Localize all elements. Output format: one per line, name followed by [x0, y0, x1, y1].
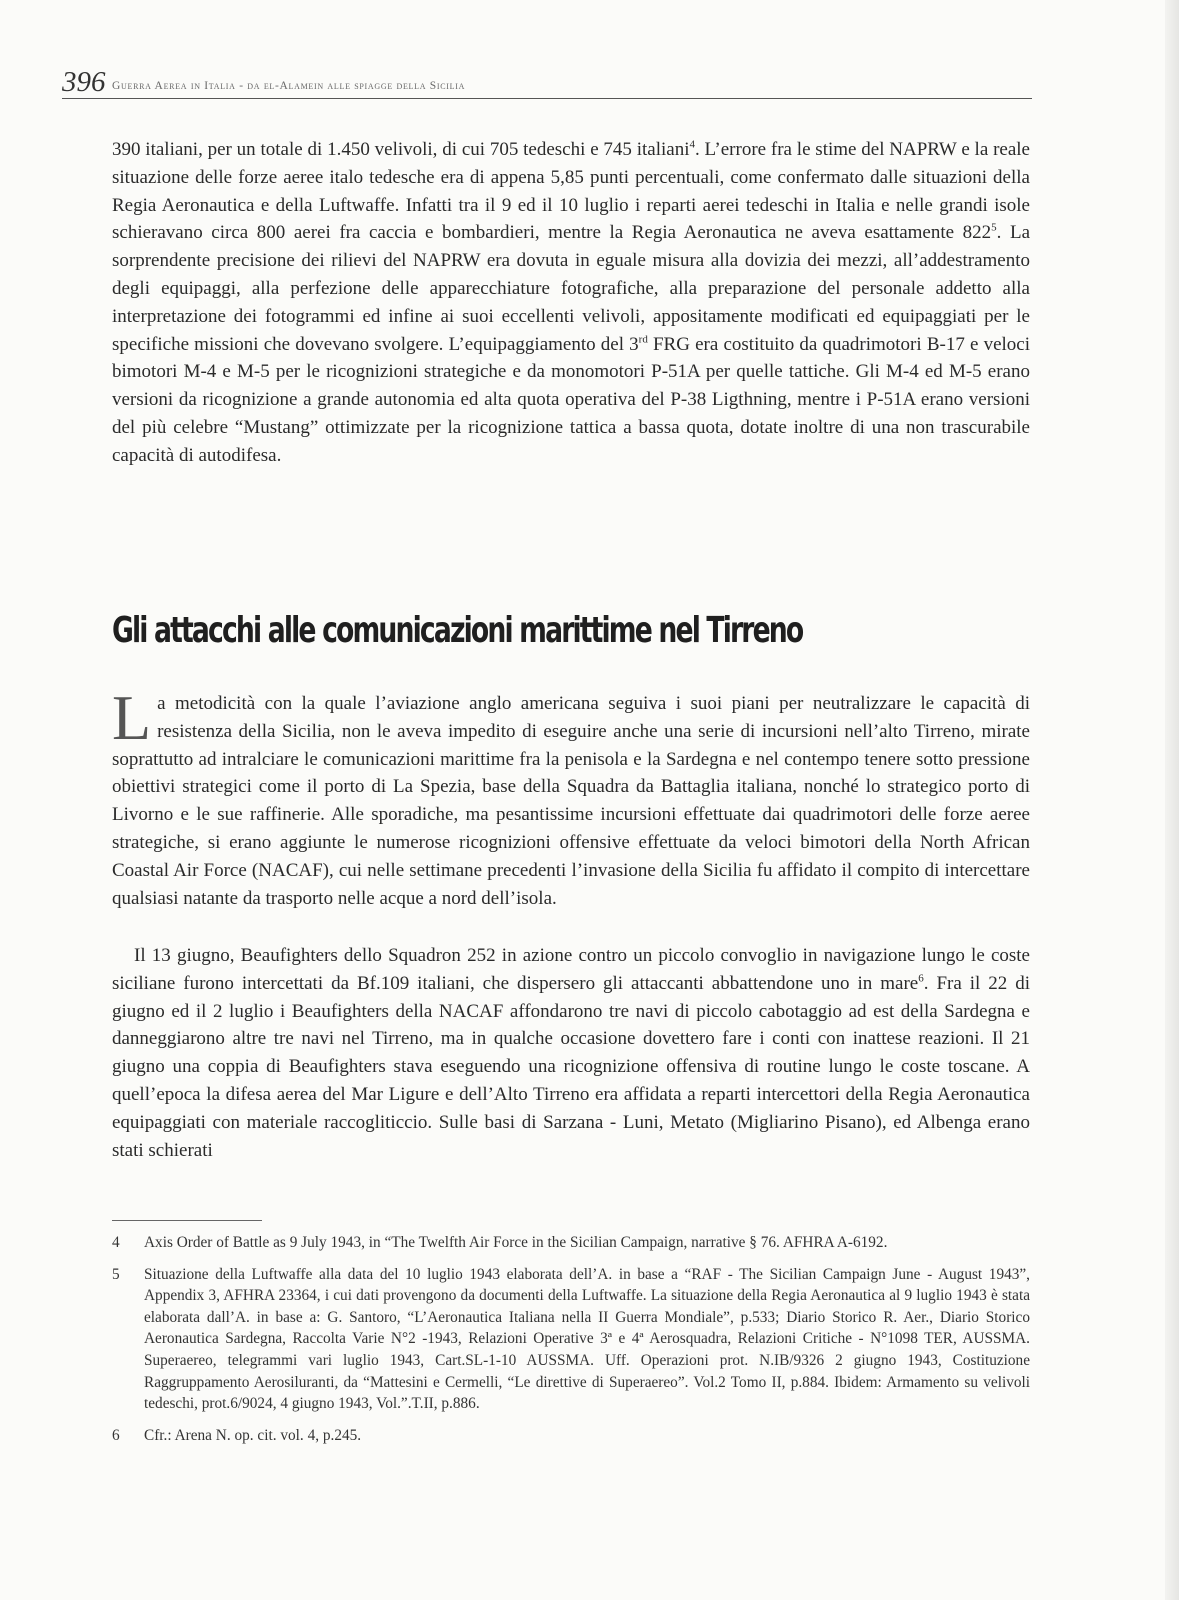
- paragraph-2: [112, 682, 1030, 912]
- section-title: Gli attacchi alle comunicazioni marittime nel Tirreno: [112, 610, 803, 651]
- footnote: [112, 1264, 1030, 1415]
- paragraph-1-text-c: . La sorprendente precisione dei rilievi del NAPRW era dovuta in eguale misura alla dovizia dei mezzi, all’addestramento degli equipaggi, alla perfezione delle apparecchiature fotografiche, alla preparazione del personale addetto alla interpretazione dei fotogrammi ed infine ai suoi eccellenti velivoli, appositamente modificati ed equipaggiati per le specifiche missioni che dovevano svolgere. L’equipaggiamento del 3: [112, 222, 1030, 355]
- page-header: [62, 66, 1032, 99]
- footnote-text: Situazione della Luftwaffe alla data del 10 luglio 1943 elaborata dell’A. in base a “RAF - The Sicilian Campaign June - August 1943”, Appendix 3, AFHRA 23364, i cui dati provengono da documenti della Luftwaffe. La situazione della Regia Aeronautica al 9 luglio 1943 è stata elaborata dall’A. in base a: G. Santoro, “L’Aeronautica Italiana nella II Guerra Mondiale”, p.533; Diario Storico R. Aer., Diario Storico Aeronautica Sardegna, Raccolta Varie N°2 -1943, Relazioni Operative 3ª e 4ª Aerosquadra, Relazioni Critiche - N°1098 TER, AUSSMA. Superaereo, telegrammi vari luglio 1943, Cart.SL-1-10 AUSSMA. Uff. Operazioni prot. N.IB/9326 2 giugno 1943, Costituzione Raggruppamento Aerosiluranti, da “Mattesini e Cermelli, “Le direttive di Superaereo”. Vol.2 Tomo II, p.884. Ibidem: Armamento su velivoli tedeschi, prot.6/9024, 4 giugno 1943, Vol.”.T.II, p.886.: [144, 1265, 1030, 1413]
- paragraph-1-text-d: FRG era costituito da quadrimotori B-17 e veloci bimotori M-4 e M-5 per le ricognizioni strategiche e da monomotori P-51A per quelle tattiche. Gli M-4 ed M-5 erano versioni da ricognizione a grande autonomia ed alta quota operativa del P-38 Ligthning, mentre i P-51A erano versioni del più celebre “Mustang” ottimizzate per la ricognizione tattica a bassa quota, dotate inoltre di una non trascurabile capacità di autodifesa.: [112, 333, 1030, 466]
- footnote-ref-4: 4: [689, 138, 695, 151]
- paragraph-1-text-a: 390 italiani, per un totale di 1.450 velivoli, di cui 705 tedeschi e 745 italiani: [112, 139, 690, 160]
- running-title: Guerra Aerea in Italia - da el-Alamein alle spiagge della Sicilia: [112, 80, 466, 92]
- footnote-number: 4: [112, 1234, 120, 1251]
- footnote: [112, 1232, 1030, 1254]
- footnote-text: Cfr.: Arena N. op. cit. vol. 4, p.245.: [144, 1426, 362, 1444]
- paragraph-1: [112, 136, 1030, 470]
- paragraph-3-text-a: Il 13 giugno, Beaufighters dello Squadron 252 in azione contro un piccolo convoglio in navigazione lungo le coste siciliane furono intercettati da Bf.109 italiani, che dispersero gli attaccanti abbattendone uno in mare: [112, 945, 1030, 994]
- paragraph-1-text-b: . L’errore fra le stime del NAPRW e la reale situazione delle forze aeree italo tedesche era di appena 5,85 punti percentuali, come confermato dalle situazioni della Regia Aeronautica e della Luftwaffe. Infatti tra il 9 ed il 10 luglio i reparti aerei tedeschi in Italia e nelle grandi isole schieravano circa 800 aerei fra caccia e bombardieri, mentre la Regia Aeronautica ne aveva esattamente 822: [112, 139, 1030, 244]
- footnote-divider: [112, 1220, 262, 1221]
- footnote-ref-5: 5: [991, 222, 997, 235]
- drop-cap: L: [112, 682, 152, 753]
- footnote-text: Axis Order of Battle as 9 July 1943, in “The Twelfth Air Force in the Sicilian Campaign, narrative § 76. AFHRA A-6192.: [144, 1234, 888, 1251]
- footnote-number: 5: [112, 1265, 120, 1283]
- ordinal-superscript: rd: [638, 333, 648, 346]
- footnote-number: 6: [112, 1426, 120, 1444]
- paragraph-3-text-b: . Fra il 22 di giugno ed il 2 luglio i Beaufighters della NACAF affondarono tre navi di piccolo cabotaggio ad est della Sardegna e danneggiarono altre tre navi nel Tirreno, ma in qualche occasione dovettero fare i conti con inattese reazioni. Il 21 giugno una coppia di Beaufighters stava eseguendo una ricognizione offensiva di routine lungo le coste toscane. A quell’epoca la difesa aerea del Mar Ligure e dell’Alto Tirreno era affidata a reparti intercettori della Regia Aeronautica equipaggiati con materiale raccogliticcio. Sulle basi di Sarzana - Luni, Metato (Migliarino Pisano), ed Albenga erano stati schierati: [112, 972, 1030, 1161]
- paragraph-2-text: a metodicità con la quale l’aviazione anglo americana seguiva i suoi piani per neutralizzare le capacità di resistenza della Sicilia, non le aveva impedito di eseguire anche una serie di incursioni nell’alto Tirreno, mirate soprattutto ad intralciare le comunicazioni marittime fra la penisola e la Sardegna e nel contempo tenere sotto pressione obiettivi strategici come il porto di La Spezia, base della Squadra da Battaglia italiana, nonché lo strategico porto di Livorno e le sue raffinerie. Alle sporadiche, ma pesantissime incursioni effettuate dai quadrimotori delle forze aeree strategiche, si erano aggiunte le numerose ricognizioni offensive effettuate da veloci bimotori della North African Coastal Air Force (NACAF), cui nelle settimane precedenti l’invasione della Sicilia fu affidato il compito di intercettare qualsiasi natante da trasporto nelle acque a nord dell’isola.: [112, 693, 1030, 909]
- footnote: [112, 1425, 1030, 1447]
- paragraph-3: [112, 942, 1030, 1164]
- footnote-ref-6: 6: [918, 972, 924, 985]
- page-number: 396: [62, 66, 106, 98]
- page-edge: [1165, 0, 1179, 1600]
- footnotes: [112, 1232, 1030, 1456]
